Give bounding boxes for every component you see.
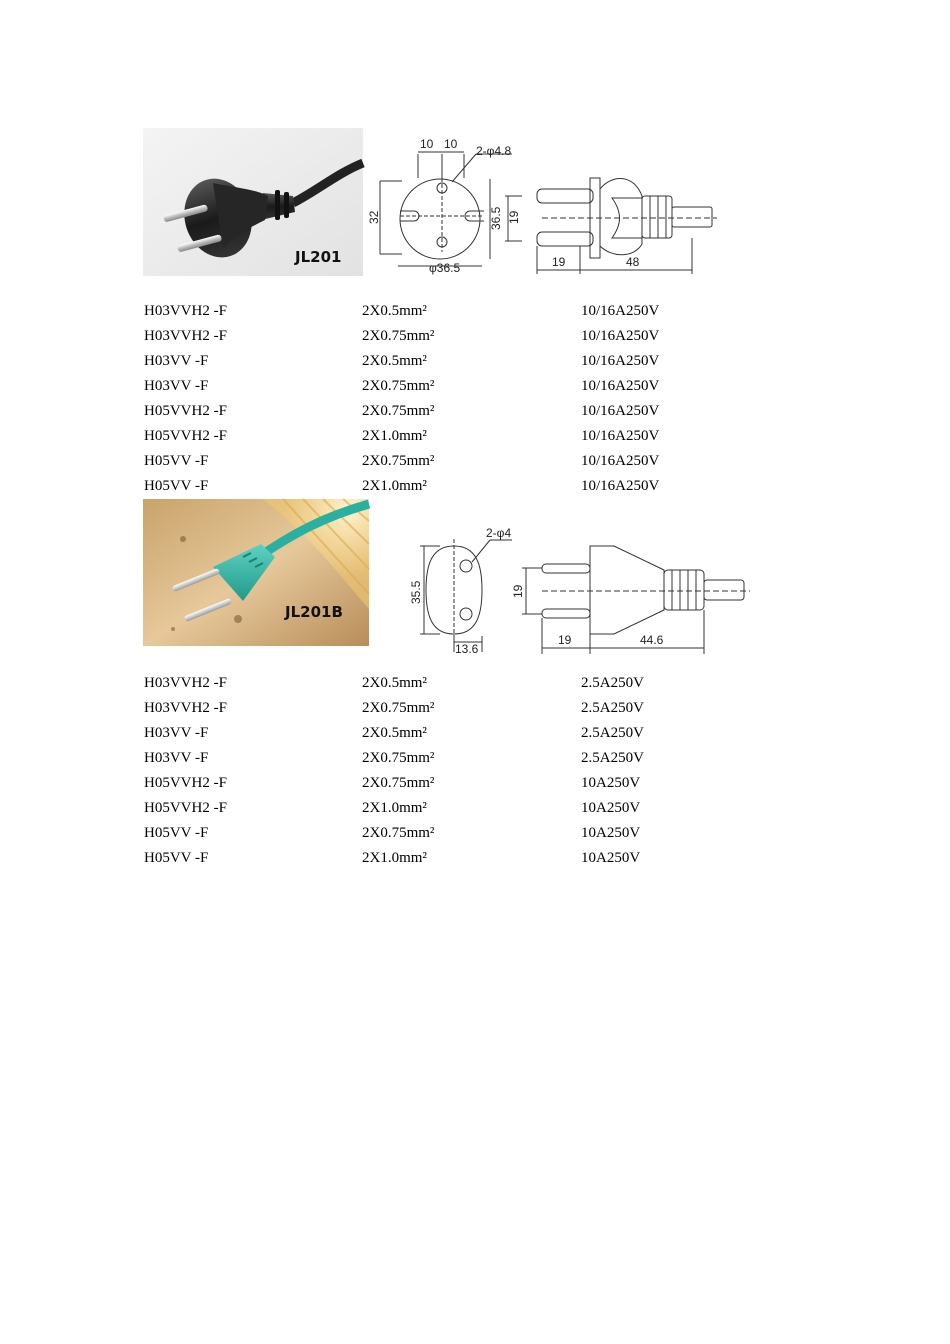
rating: 10A250V	[581, 775, 641, 791]
cross-section: 2X0.5mm²	[362, 675, 427, 691]
dim-holes: 2-φ4.8	[476, 144, 512, 158]
table-row	[144, 449, 844, 474]
cable-model: H05VV -F	[144, 825, 209, 841]
table-row	[144, 324, 844, 349]
table-row	[144, 771, 844, 796]
rating: 10/16A250V	[581, 428, 660, 444]
cross-section: 2X0.75mm²	[362, 453, 435, 469]
technical-drawing-jl201b	[410, 524, 755, 659]
dim-height: 32	[367, 210, 381, 224]
table-row	[144, 846, 844, 871]
cross-section: 2X0.5mm²	[362, 353, 427, 369]
cross-section: 2X1.0mm²	[362, 428, 427, 444]
rating: 2.5A250V	[581, 700, 644, 716]
dim-height: 35.5	[409, 580, 423, 604]
cross-section: 2X0.75mm²	[362, 378, 435, 394]
cross-section: 2X0.75mm²	[362, 750, 435, 766]
dim-pin-length: 19	[558, 633, 572, 647]
rating: 10/16A250V	[581, 478, 660, 494]
rating: 10/16A250V	[581, 378, 660, 394]
table-row	[144, 696, 844, 721]
dim-pin-length: 19	[552, 255, 566, 269]
cross-section: 2X0.75mm²	[362, 775, 435, 791]
rating: 10/16A250V	[581, 328, 660, 344]
table-row	[144, 349, 844, 374]
technical-drawing-jl201	[367, 134, 722, 284]
cable-model: H03VV -F	[144, 750, 209, 766]
dim-body-length: 48	[626, 255, 640, 269]
cable-model: H05VVH2 -F	[144, 428, 227, 444]
rating: 2.5A250V	[581, 750, 644, 766]
dim-pin-spacing: 19	[507, 210, 521, 224]
dim-body-length: 44.6	[640, 633, 664, 647]
dim-width: 13.6	[455, 642, 479, 656]
rating: 10A250V	[581, 850, 641, 866]
cross-section: 2X0.5mm²	[362, 725, 427, 741]
plug-photo-jl201b	[143, 499, 369, 646]
cross-section: 2X1.0mm²	[362, 850, 427, 866]
cross-section: 2X0.75mm²	[362, 403, 435, 419]
dimension-drawing-jl201b	[410, 524, 755, 659]
cable-model: H03VV -F	[144, 378, 209, 394]
cable-model: H03VVH2 -F	[144, 675, 227, 691]
cable-model: H03VV -F	[144, 353, 209, 369]
cross-section: 2X1.0mm²	[362, 800, 427, 816]
cable-model: H05VVH2 -F	[144, 800, 227, 816]
table-row	[144, 671, 844, 696]
table-row	[144, 399, 844, 424]
cable-model: H03VVH2 -F	[144, 328, 227, 344]
table-row	[144, 299, 844, 324]
cable-model: H05VV -F	[144, 478, 209, 494]
cable-model: H05VVH2 -F	[144, 775, 227, 791]
rating: 10/16A250V	[581, 303, 660, 319]
dim-holes: 2-φ4	[486, 526, 512, 540]
cross-section: 2X0.75mm²	[362, 825, 435, 841]
table-row	[144, 796, 844, 821]
product-photo-jl201b	[143, 499, 369, 646]
dim-pin-spacing: 19	[511, 584, 525, 598]
dim-diameter: φ36.5	[429, 261, 461, 275]
table-row	[144, 746, 844, 771]
cable-model: H05VV -F	[144, 453, 209, 469]
rating: 10A250V	[581, 800, 641, 816]
table-row	[144, 821, 844, 846]
rating: 2.5A250V	[581, 675, 644, 691]
model-label-jl201b: JL201B	[285, 603, 343, 621]
cable-model: H03VVH2 -F	[144, 700, 227, 716]
cross-section: 2X1.0mm²	[362, 478, 427, 494]
cable-model: H05VVH2 -F	[144, 403, 227, 419]
cable-model: H03VV -F	[144, 725, 209, 741]
rating: 10/16A250V	[581, 353, 660, 369]
cross-section: 2X0.75mm²	[362, 328, 435, 344]
rating: 10A250V	[581, 825, 641, 841]
cross-section: 2X0.5mm²	[362, 303, 427, 319]
table-row	[144, 374, 844, 399]
rating: 10/16A250V	[581, 403, 660, 419]
cross-section: 2X0.75mm²	[362, 700, 435, 716]
product-photo-jl201	[143, 128, 363, 276]
cable-model: H05VV -F	[144, 850, 209, 866]
rating: 2.5A250V	[581, 725, 644, 741]
dimension-drawing-jl201	[367, 134, 722, 284]
cable-model: H03VVH2 -F	[144, 303, 227, 319]
model-label-jl201: JL201	[295, 248, 342, 266]
dim-diameter-vertical: 36.5	[489, 206, 503, 230]
rating: 10/16A250V	[581, 453, 660, 469]
table-row	[144, 721, 844, 746]
table-row	[144, 424, 844, 449]
table-row	[144, 474, 844, 499]
dim-top-right: 10	[444, 137, 458, 151]
dim-top-left: 10	[420, 137, 434, 151]
